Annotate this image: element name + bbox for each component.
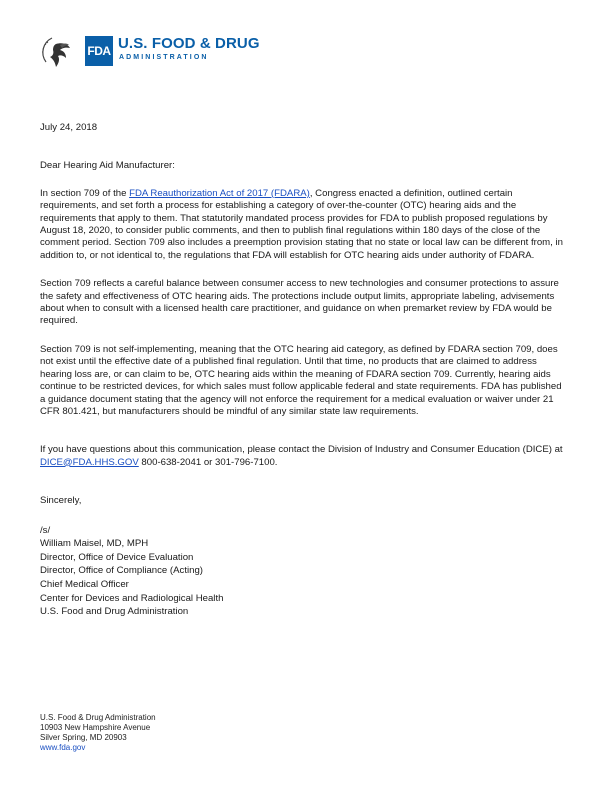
closing: Sincerely, bbox=[40, 495, 82, 507]
footer-street: 10903 New Hampshire Avenue bbox=[40, 723, 151, 732]
signature-block bbox=[40, 524, 568, 619]
letter-date: July 24, 2018 bbox=[40, 122, 98, 133]
paragraph-1-body: , Congress enacted a definition, outlined certain requirements, and set forth a process for establishing a category of over-the-counter (OTC) hearing aids and the requirements that apply to them. That statutorily mandated process provides for FDA to publish proposed regulations by August 18, 2020, to consider public comments, and then to publish final regulations within 180 days of the close of the comment period. Section 709 also includes a preemption provision stating that no state or local law can be different from, in addition to, or not identical to, the regulations that FDA will establish for OTC hearing aids under authority of FDARA. bbox=[40, 187, 563, 261]
hhs-eagle-logo-icon bbox=[38, 32, 78, 72]
signer-center: Center for Devices and Radiological Health bbox=[40, 592, 224, 604]
paragraph-3: Section 709 is not self-implementing, meaning that the OTC hearing aid category, as defined by FDARA section 709, does not exist until the effective date of a published final regulation. Until that time, no products that are claimed to address hearing loss are, or can claim to be, OTC hearing aids within the meaning of FDARA section 709. Currently, hearing aids continue to be restricted devices, for which sales must follow applicable federal and state requirements. FDA has published a guidance document stating that the agency will not enforce the requirement for a medical evaluation or waiver under 21 CFR 801.421, but manufacturers should be mindful of any similar state law requirements. bbox=[40, 343, 562, 417]
signer-title-3: Chief Medical Officer bbox=[40, 578, 129, 590]
signer-agency: U.S. Food and Drug Administration bbox=[40, 606, 189, 618]
footer-agency: U.S. Food & Drug Administration bbox=[40, 713, 156, 722]
paragraph-1-intro: In section 709 of the bbox=[40, 187, 130, 199]
paragraph-1 bbox=[40, 188, 568, 262]
paragraph-2: Section 709 reflects a careful balance between consumer access to new technologies and consumer protections to assure the safety and effectiveness of OTC hearing aids. The protections include output limits, appropriate labeling, advisements about when to consult with a licensed health care practitioner, and guidance on when premarket review by FDA would be required. bbox=[40, 278, 559, 327]
signature-mark: /s/ bbox=[40, 524, 51, 536]
signer-title-1: Director, Office of Device Evaluation bbox=[40, 551, 194, 563]
footer-city: Silver Spring, MD 20903 bbox=[40, 733, 127, 742]
agency-subtitle: ADMINISTRATION bbox=[119, 54, 209, 61]
paragraph-4-intro: If you have questions about this communication, please contact the Division of Industry and Consumer Education (DICE) at bbox=[40, 444, 563, 456]
dice-email-link[interactable]: DICE@FDA.HHS.GOV bbox=[40, 456, 139, 468]
signer-name: William Maisel, MD, MPH bbox=[40, 538, 149, 550]
paragraph-4-phone: 800-638-2041 or 301-796-7100. bbox=[138, 456, 278, 468]
signer-title-2: Director, Office of Compliance (Acting) bbox=[40, 565, 203, 577]
fda-logo-box: FDA bbox=[85, 36, 113, 66]
salutation: Dear Hearing Aid Manufacturer: bbox=[40, 160, 175, 172]
footer-website-link[interactable]: www.fda.gov bbox=[40, 743, 86, 752]
letter-body bbox=[40, 122, 568, 619]
agency-name: U.S. FOOD & DRUG bbox=[118, 35, 260, 52]
fdara-link[interactable]: FDA Reauthorization Act of 2017 (FDARA) bbox=[129, 187, 310, 199]
paragraph-4 bbox=[40, 444, 568, 469]
footer-address bbox=[40, 713, 156, 753]
